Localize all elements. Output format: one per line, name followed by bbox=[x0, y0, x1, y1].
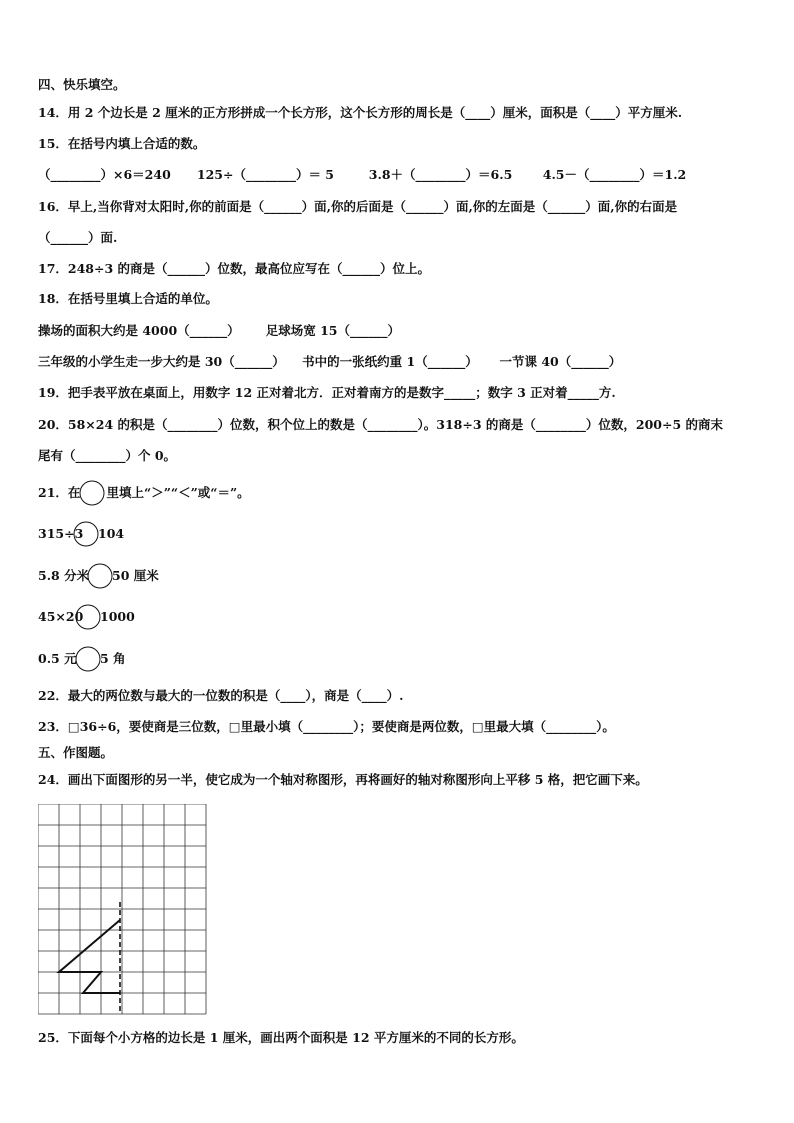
question-15-blanks: （________）×6＝240 125÷（________）＝ 5 3.8＋（________）＝6.5 4.5－（________）＝1.2 bbox=[38, 167, 687, 182]
question-21: 21．在 里填上“＞”“＜”或“＝”。 bbox=[38, 485, 250, 500]
question-22: 22．最大的两位数与最大的一位数的积是（____），商是（____）. bbox=[38, 688, 404, 703]
section-five-title: 五、作图题。 bbox=[38, 745, 114, 760]
question-18-row-2: 三年级的小学生走一步大约是 30（______） 书中的一张纸约重 1（______） 一节课 40（______） bbox=[38, 354, 622, 369]
drawing-grid[interactable] bbox=[38, 804, 208, 1016]
question-20-line-1: 20．58×24 的积是（________）位数，积个位上的数是（________）。318÷3 的商是（________）位数，200÷5 的商末 bbox=[38, 417, 723, 432]
question-18-row-1: 操场的面积大约是 4000（______） 足球场宽 15（______） bbox=[38, 323, 401, 338]
compare-1-right: 104 bbox=[98, 526, 125, 541]
compare-4-right: 5 角 bbox=[100, 651, 126, 666]
question-15: 15．在括号内填上合适的数。 bbox=[38, 136, 206, 151]
compare-4-circle[interactable] bbox=[76, 647, 100, 671]
compare-2-circle[interactable] bbox=[88, 564, 112, 588]
question-19: 19．把手表平放在桌面上，用数字 12 正对着北方．正对着南方的是数字_____；数字 3 正对着_____方. bbox=[38, 385, 616, 400]
compare-2-right: 50 厘米 bbox=[112, 568, 159, 583]
question-23: 23．□36÷6，要使商是三位数，□里最小填（________）；要使商是两位数，□里最大填（________）。 bbox=[38, 719, 615, 734]
section-four-title: 四、快乐填空。 bbox=[38, 77, 126, 92]
compare-4-left: 0.5 元 bbox=[38, 651, 77, 666]
grid-lines bbox=[38, 804, 206, 1014]
compare-1-left: 315÷3 bbox=[38, 526, 84, 541]
question-24: 24．画出下面图形的另一半，使它成为一个轴对称图形，再将画好的轴对称图形向上平移 5 格，把它画下来。 bbox=[38, 772, 648, 787]
question-16-line-2: （______）面. bbox=[38, 230, 118, 245]
question-14: 14．用 2 个边长是 2 厘米的正方形拼成一个长方形，这个长方形的周长是（____）厘米，面积是（____）平方厘米. bbox=[38, 105, 683, 120]
question-25: 25．下面每个小方格的边长是 1 厘米，画出两个面积是 12 平方厘米的不同的长方形。 bbox=[38, 1030, 524, 1045]
compare-3-left: 45×20 bbox=[38, 609, 84, 624]
compare-2-left: 5.8 分米 bbox=[38, 568, 90, 583]
half-figure bbox=[59, 920, 120, 993]
question-18: 18．在括号里填上合适的单位。 bbox=[38, 291, 218, 306]
question-17: 17．248÷3 的商是（______）位数，最高位应写在（______）位上。 bbox=[38, 261, 431, 276]
question-16-line-1: 16．早上,当你背对太阳时,你的前面是（______）面,你的后面是（______）面,你的左面是（______）面,你的右面是 bbox=[38, 199, 678, 214]
compare-3-right: 1000 bbox=[100, 609, 135, 624]
question-20-line-2: 尾有（________）个 0。 bbox=[38, 448, 177, 463]
